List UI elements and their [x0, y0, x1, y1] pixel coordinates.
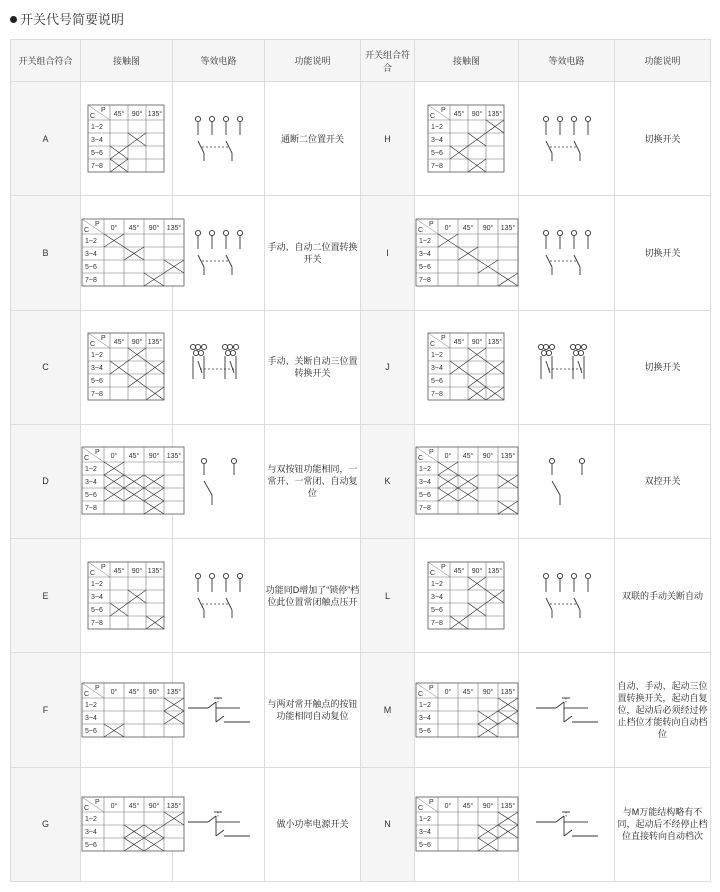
table-row [11, 82, 711, 196]
svg-text:C: C [418, 804, 424, 812]
switch-code-cell: J [361, 310, 415, 424]
diagram-row-label: 3~4 [431, 136, 443, 144]
table-row [11, 310, 711, 424]
header-function: 功能说明 [265, 40, 361, 82]
svg-text:C: C [430, 569, 436, 577]
switch-code-cell: H [361, 82, 415, 196]
equivalent-circuit-cell [173, 196, 265, 310]
svg-text:P: P [441, 563, 446, 571]
svg-text:C: C [90, 569, 96, 577]
function-description-cell: 功能同D增加了“锁停”档位此位置常闭触点压开 [265, 539, 361, 653]
diagram-column-label: 45° [113, 339, 125, 347]
equivalent-circuit-symbol [184, 337, 254, 397]
diagram-row-label: 7~8 [91, 619, 103, 627]
diagram-row-label: 7~8 [85, 505, 97, 513]
svg-text:P: P [101, 563, 106, 571]
svg-text:C: C [430, 112, 436, 120]
contact-diagram-cell [415, 767, 519, 881]
equivalent-circuit-symbol [532, 223, 602, 283]
diagram-row-label: 5~6 [419, 263, 431, 271]
svg-text:P: P [441, 106, 446, 114]
contact-diagram [81, 446, 186, 516]
equivalent-circuit-cell [173, 539, 265, 653]
svg-text:P: P [101, 335, 106, 343]
diagram-column-label: 90° [148, 688, 160, 696]
diagram-column-label: 0° [110, 802, 118, 810]
diagram-column-label: 90° [482, 802, 494, 810]
function-description-cell: 通断二位置开关 [265, 82, 361, 196]
diagram-row-label: 1~2 [91, 123, 103, 131]
switch-code-cell: C [11, 310, 81, 424]
equivalent-circuit-symbol [532, 566, 602, 626]
switch-code-cell: F [11, 653, 81, 767]
bullet-icon [10, 16, 17, 23]
diagram-row-label: 3~4 [85, 828, 97, 836]
equivalent-circuit-symbol [532, 794, 602, 854]
contact-diagram-cell [81, 310, 173, 424]
switch-code-cell: I [361, 196, 415, 310]
diagram-column-label: 135° [500, 224, 516, 232]
diagram-row-label: 3~4 [91, 365, 103, 373]
diagram-row-label: 1~2 [431, 123, 443, 131]
svg-text:C: C [430, 341, 436, 349]
diagram-row-label: 7~8 [419, 276, 431, 284]
diagram-row-label: 5~6 [85, 263, 97, 271]
contact-diagram [415, 218, 520, 288]
table-row [11, 539, 711, 653]
diagram-row-label: 7~8 [91, 162, 103, 170]
diagram-row-label: 3~4 [91, 593, 103, 601]
contact-diagram [81, 682, 186, 739]
diagram-column-label: 135° [500, 453, 516, 461]
diagram-column-label: 90° [482, 224, 494, 232]
diagram-column-label: 45° [453, 339, 465, 347]
diagram-row-label: 3~4 [91, 136, 103, 144]
svg-text:C: C [90, 341, 96, 349]
header-equivalent-circuit: 等效电路 [173, 40, 265, 82]
diagram-row-label: 1~2 [91, 580, 103, 588]
diagram-column-label: 45° [128, 453, 140, 461]
switch-code-cell: D [11, 424, 81, 538]
diagram-column-label: 90° [471, 110, 483, 118]
diagram-column-label: 90° [148, 802, 160, 810]
switch-code-cell: A [11, 82, 81, 196]
diagram-column-label: 45° [128, 802, 140, 810]
contact-diagram-cell [81, 424, 182, 538]
svg-text:P: P [101, 106, 106, 114]
contact-diagram [427, 561, 506, 631]
svg-text:P: P [429, 449, 434, 457]
diagram-row-label: 1~2 [419, 237, 431, 245]
diagram-row-label: 1~2 [419, 815, 431, 823]
contact-diagram-cell [81, 539, 173, 653]
diagram-row-label: 3~4 [431, 365, 443, 373]
function-description-cell: 与双按钮功能相同，一常开、一常闭、自动复位 [265, 424, 361, 538]
equivalent-circuit-cell [173, 82, 265, 196]
equivalent-circuit-symbol [184, 680, 254, 740]
diagram-column-label: 45° [462, 802, 474, 810]
function-description-cell: 自动、手动、起动三位置转换开关，起动自复位，起动后必须经过停止档位才能转向自动档位 [615, 653, 711, 767]
equivalent-circuit-symbol [184, 223, 254, 283]
svg-text:C: C [418, 455, 424, 463]
svg-text:P: P [95, 220, 100, 228]
function-description-cell: 切换开关 [615, 310, 711, 424]
svg-text:P: P [95, 684, 100, 692]
equivalent-circuit-cell [519, 767, 615, 881]
svg-text:C: C [418, 690, 424, 698]
diagram-column-label: 0° [110, 224, 118, 232]
svg-text:P: P [429, 684, 434, 692]
diagram-row-label: 3~4 [85, 479, 97, 487]
diagram-row-label: 3~4 [419, 250, 431, 258]
diagram-row-label: 5~6 [431, 378, 443, 386]
diagram-column-label: 45° [128, 224, 140, 232]
diagram-row-label: 5~6 [85, 492, 97, 500]
equivalent-circuit-cell [519, 424, 615, 538]
function-description-cell: 手动、关断自动三位置转换开关 [265, 310, 361, 424]
diagram-row-label: 3~4 [85, 714, 97, 722]
diagram-column-label: 135° [166, 802, 182, 810]
diagram-row-label: 7~8 [91, 391, 103, 399]
diagram-column-label: 135° [166, 453, 182, 461]
contact-diagram [81, 218, 186, 288]
diagram-column-label: 45° [462, 224, 474, 232]
diagram-row-label: 5~6 [431, 149, 443, 157]
equivalent-circuit-symbol [532, 451, 602, 511]
header-code: 开关组合符合 [361, 40, 415, 82]
svg-text:C: C [84, 226, 90, 234]
function-description-cell: 切换开关 [615, 82, 711, 196]
diagram-column-label: 135° [487, 339, 503, 347]
diagram-row-label: 5~6 [431, 606, 443, 614]
contact-diagram [427, 332, 506, 402]
equivalent-circuit-symbol [532, 109, 602, 169]
diagram-row-label: 1~2 [431, 352, 443, 360]
contact-diagram [81, 796, 186, 853]
diagram-row-label: 3~4 [431, 593, 443, 601]
diagram-row-label: 1~2 [419, 701, 431, 709]
diagram-row-label: 5~6 [419, 727, 431, 735]
equivalent-circuit-cell [173, 653, 265, 767]
header-contact-diagram: 接触图 [81, 40, 173, 82]
diagram-column-label: 90° [131, 339, 143, 347]
contact-diagram-cell [81, 196, 182, 310]
equivalent-circuit-symbol [532, 680, 602, 740]
switch-code-cell: N [361, 767, 415, 881]
svg-text:C: C [84, 455, 90, 463]
diagram-row-label: 5~6 [91, 606, 103, 614]
diagram-row-label: 1~2 [85, 466, 97, 474]
diagram-column-label: 45° [453, 110, 465, 118]
header-code: 开关组合符合 [11, 40, 81, 82]
diagram-column-label: 135° [487, 567, 503, 575]
diagram-row-label: 7~8 [431, 619, 443, 627]
svg-text:C: C [84, 690, 90, 698]
svg-text:C: C [90, 112, 96, 120]
diagram-row-label: 5~6 [85, 727, 97, 735]
diagram-row-label: 1~2 [431, 580, 443, 588]
diagram-column-label: 0° [110, 453, 118, 461]
svg-text:P: P [95, 798, 100, 806]
diagram-row-label: 3~4 [419, 479, 431, 487]
diagram-column-label: 45° [113, 567, 125, 575]
table-header-row [11, 40, 711, 82]
header-equivalent-circuit: 等效电路 [519, 40, 615, 82]
function-description-cell: 手动、自动二位置转换开关 [265, 196, 361, 310]
switch-code-table [10, 39, 711, 882]
contact-diagram-cell [415, 539, 519, 653]
diagram-row-label: 1~2 [85, 815, 97, 823]
diagram-row-label: 3~4 [419, 828, 431, 836]
equivalent-circuit-cell [173, 424, 265, 538]
contact-diagram-cell [415, 82, 519, 196]
diagram-row-label: 1~2 [85, 701, 97, 709]
contact-diagram-cell [81, 653, 182, 767]
equivalent-circuit-cell [519, 539, 615, 653]
function-description-cell: 做小功率电源开关 [265, 767, 361, 881]
equivalent-circuit-cell [173, 310, 265, 424]
diagram-row-label: 1~2 [91, 352, 103, 360]
diagram-row-label: 7~8 [419, 505, 431, 513]
contact-diagram-cell [415, 310, 519, 424]
contact-diagram [87, 332, 166, 402]
contact-diagram [427, 104, 506, 174]
diagram-row-label: 7~8 [85, 276, 97, 284]
diagram-row-label: 1~2 [85, 237, 97, 245]
diagram-column-label: 135° [487, 110, 503, 118]
equivalent-circuit-symbol [184, 109, 254, 169]
diagram-column-label: 0° [444, 224, 452, 232]
diagram-column-label: 0° [110, 688, 118, 696]
header-contact-diagram: 接触图 [415, 40, 519, 82]
diagram-column-label: 90° [471, 339, 483, 347]
svg-text:P: P [95, 449, 100, 457]
function-description-cell: 切换开关 [615, 196, 711, 310]
diagram-row-label: 3~4 [85, 250, 97, 258]
table-row [11, 196, 711, 310]
diagram-row-label: 5~6 [91, 378, 103, 386]
svg-text:C: C [84, 804, 90, 812]
diagram-column-label: 90° [131, 567, 143, 575]
diagram-column-label: 90° [482, 453, 494, 461]
diagram-column-label: 0° [444, 453, 452, 461]
contact-diagram-cell [81, 82, 173, 196]
svg-text:P: P [441, 335, 446, 343]
switch-code-cell: K [361, 424, 415, 538]
table-row [11, 767, 711, 881]
diagram-column-label: 0° [444, 802, 452, 810]
contact-diagram-cell [415, 653, 519, 767]
equivalent-circuit-cell [519, 82, 615, 196]
contact-diagram [87, 104, 166, 174]
diagram-column-label: 135° [147, 567, 163, 575]
diagram-column-label: 45° [113, 110, 125, 118]
header-function: 功能说明 [615, 40, 711, 82]
page-title [10, 9, 124, 28]
equivalent-circuit-cell [519, 196, 615, 310]
equivalent-circuit-symbol [184, 794, 254, 854]
diagram-row-label: 5~6 [85, 841, 97, 849]
contact-diagram-cell [415, 424, 519, 538]
diagram-column-label: 45° [453, 567, 465, 575]
contact-diagram [87, 561, 166, 631]
diagram-column-label: 135° [147, 339, 163, 347]
diagram-column-label: 135° [500, 688, 516, 696]
diagram-column-label: 90° [482, 688, 494, 696]
equivalent-circuit-symbol [184, 566, 254, 626]
function-description-cell: 与M万能结构略有不同，起动后不经停止档位直接转向自动档次 [615, 767, 711, 881]
contact-diagram-cell [81, 767, 182, 881]
page-title-text: 开关代号简要说明 [20, 12, 125, 27]
diagram-column-label: 135° [147, 110, 163, 118]
switch-code-cell: E [11, 539, 81, 653]
table-row [11, 653, 711, 767]
diagram-column-label: 90° [471, 567, 483, 575]
diagram-column-label: 135° [166, 688, 182, 696]
table-row [11, 424, 711, 538]
diagram-column-label: 135° [500, 802, 516, 810]
diagram-row-label: 7~8 [431, 162, 443, 170]
diagram-column-label: 45° [462, 453, 474, 461]
equivalent-circuit-cell [519, 653, 615, 767]
equivalent-circuit-cell [173, 767, 265, 881]
diagram-column-label: 135° [166, 224, 182, 232]
diagram-row-label: 3~4 [419, 714, 431, 722]
diagram-row-label: 5~6 [91, 149, 103, 157]
equivalent-circuit-symbol [184, 451, 254, 511]
contact-diagram [415, 446, 520, 516]
diagram-column-label: 45° [128, 688, 140, 696]
contact-diagram [415, 796, 520, 853]
diagram-row-label: 5~6 [419, 492, 431, 500]
diagram-column-label: 90° [148, 453, 160, 461]
diagram-column-label: 0° [444, 688, 452, 696]
diagram-row-label: 7~8 [431, 391, 443, 399]
svg-text:P: P [429, 798, 434, 806]
contact-diagram-cell [415, 196, 519, 310]
diagram-row-label: 5~6 [419, 841, 431, 849]
diagram-column-label: 90° [131, 110, 143, 118]
function-description-cell: 双联的手动关断自动 [615, 539, 711, 653]
switch-code-cell: B [11, 196, 81, 310]
switch-code-cell: G [11, 767, 81, 881]
equivalent-circuit-symbol [532, 337, 602, 397]
function-description-cell: 双控开关 [615, 424, 711, 538]
function-description-cell: 与两对常开触点的按钮功能相同自动复位 [265, 653, 361, 767]
diagram-column-label: 45° [462, 688, 474, 696]
switch-code-cell: M [361, 653, 415, 767]
diagram-row-label: 1~2 [419, 466, 431, 474]
svg-text:P: P [429, 220, 434, 228]
equivalent-circuit-cell [519, 310, 615, 424]
svg-text:C: C [418, 226, 424, 234]
diagram-column-label: 90° [148, 224, 160, 232]
switch-code-cell: L [361, 539, 415, 653]
contact-diagram [415, 682, 520, 739]
